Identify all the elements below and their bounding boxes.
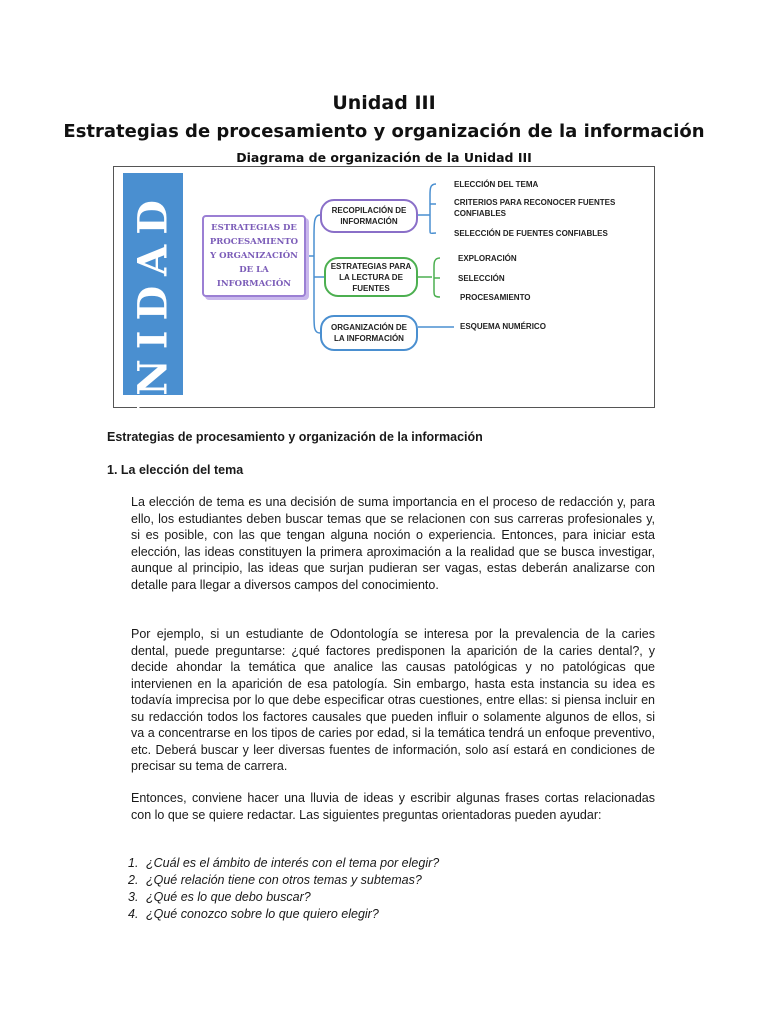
leaf-esquema-numerico: ESQUEMA NUMÉRICO [460,322,546,331]
leaf-bracket-2 [418,258,440,297]
main-topic-box: ESTRATEGIAS DE PROCESAMIENTO Y ORGANIZACIÓN DE LA INFORMACIÓN [202,215,306,297]
branch-node-estrategias-lectura: ESTRATEGIAS PARA LA LECTURA DE FUENTES [324,257,418,297]
leaf-bracket-1 [418,184,436,233]
unit-heading: Unidad III [332,92,436,114]
paragraph: Entonces, conviene hacer una lluvia de ideas y escribir algunas frases cortas relacionadas con lo que se quiere redactar. Las siguientes preguntas orientadoras pueden ayudar: [131,791,655,822]
diagram-caption: Diagrama de organización de la Unidad III [236,150,532,165]
leaf-exploracion: EXPLORACIÓN [458,254,517,263]
section-title: Estrategias de procesamiento y organización de la información [107,430,483,444]
leaf-seleccion-fuentes: SELECCIÓN DE FUENTES CONFIABLES [454,229,608,238]
paragraph: La elección de tema es una decisión de suma importancia en el proceso de redacción y, para ello, los estudiantes deben buscar temas que se relacionen con sus carreras profesionales y, si es posible, con las que tengan alguna noción o experiencia. Entonces, para iniciar esta elección, las ideas constituyen la primera aproximación a la realidad que se busca investigar, aunque al principio, las ideas que surjan pudieran ser vagas, estas deberán analizarse con detalle para llegar a diversos campos del conocimiento. [131,495,655,592]
unit-label-text: UNIDAD 3 [129,127,177,441]
leaf-criterios-fuentes: CRITERIOS PARA RECONOCER FUENTES CONFIABLES [454,198,616,218]
leaf-seleccion: SELECCIÓN [458,274,505,283]
list-item: 4. ¿Qué conozco sobre lo que quiero elegir? [128,907,379,921]
branch-node-organizacion: ORGANIZACIÓN DE LA INFORMACIÓN [320,315,418,351]
list-item: 3. ¿Qué es lo que debo buscar? [128,890,311,904]
page-title: Estrategias de procesamiento y organización de la información [63,121,705,142]
paragraph: Por ejemplo, si un estudiante de Odontología se interesa por la prevalencia de la caries dental, puede preguntarse: ¿qué factores predisponen la aparición de la caries dental?, y decide ahondar la temática que analice las causas patológicas y no patológicas que intervienen en la aparición de esa patología. Sin embargo, hasta esta instancia su idea es todavía imprecisa por lo que debe especificar otras cuestiones, entre ellas: si piensa incluir en su redacción todos los factores causales que pueden influir o solamente algunos de ellos, si va a concentrarse en los tipos de caries por edad, si la temática tendrá un enfoque preventivo, etc. Deberá buscar y leer diversas fuentes de información, solo así estará en condiciones de precisar su tema de carrera. [131,627,655,773]
leaf-eleccion-tema: ELECCIÓN DEL TEMA [454,180,539,189]
branch-node-recopilacion: RECOPILACIÓN DE INFORMACIÓN [320,199,418,233]
branch-bracket [314,215,320,333]
list-item: 1. ¿Cuál es el ámbito de interés con el tema por elegir? [128,856,440,870]
list-item: 2. ¿Qué relación tiene con otros temas y subtemas? [128,873,422,887]
leaf-procesamiento: PROCESAMIENTO [460,293,531,302]
guiding-questions-list [128,855,439,923]
subsection-title: 1. La elección del tema [107,463,244,477]
